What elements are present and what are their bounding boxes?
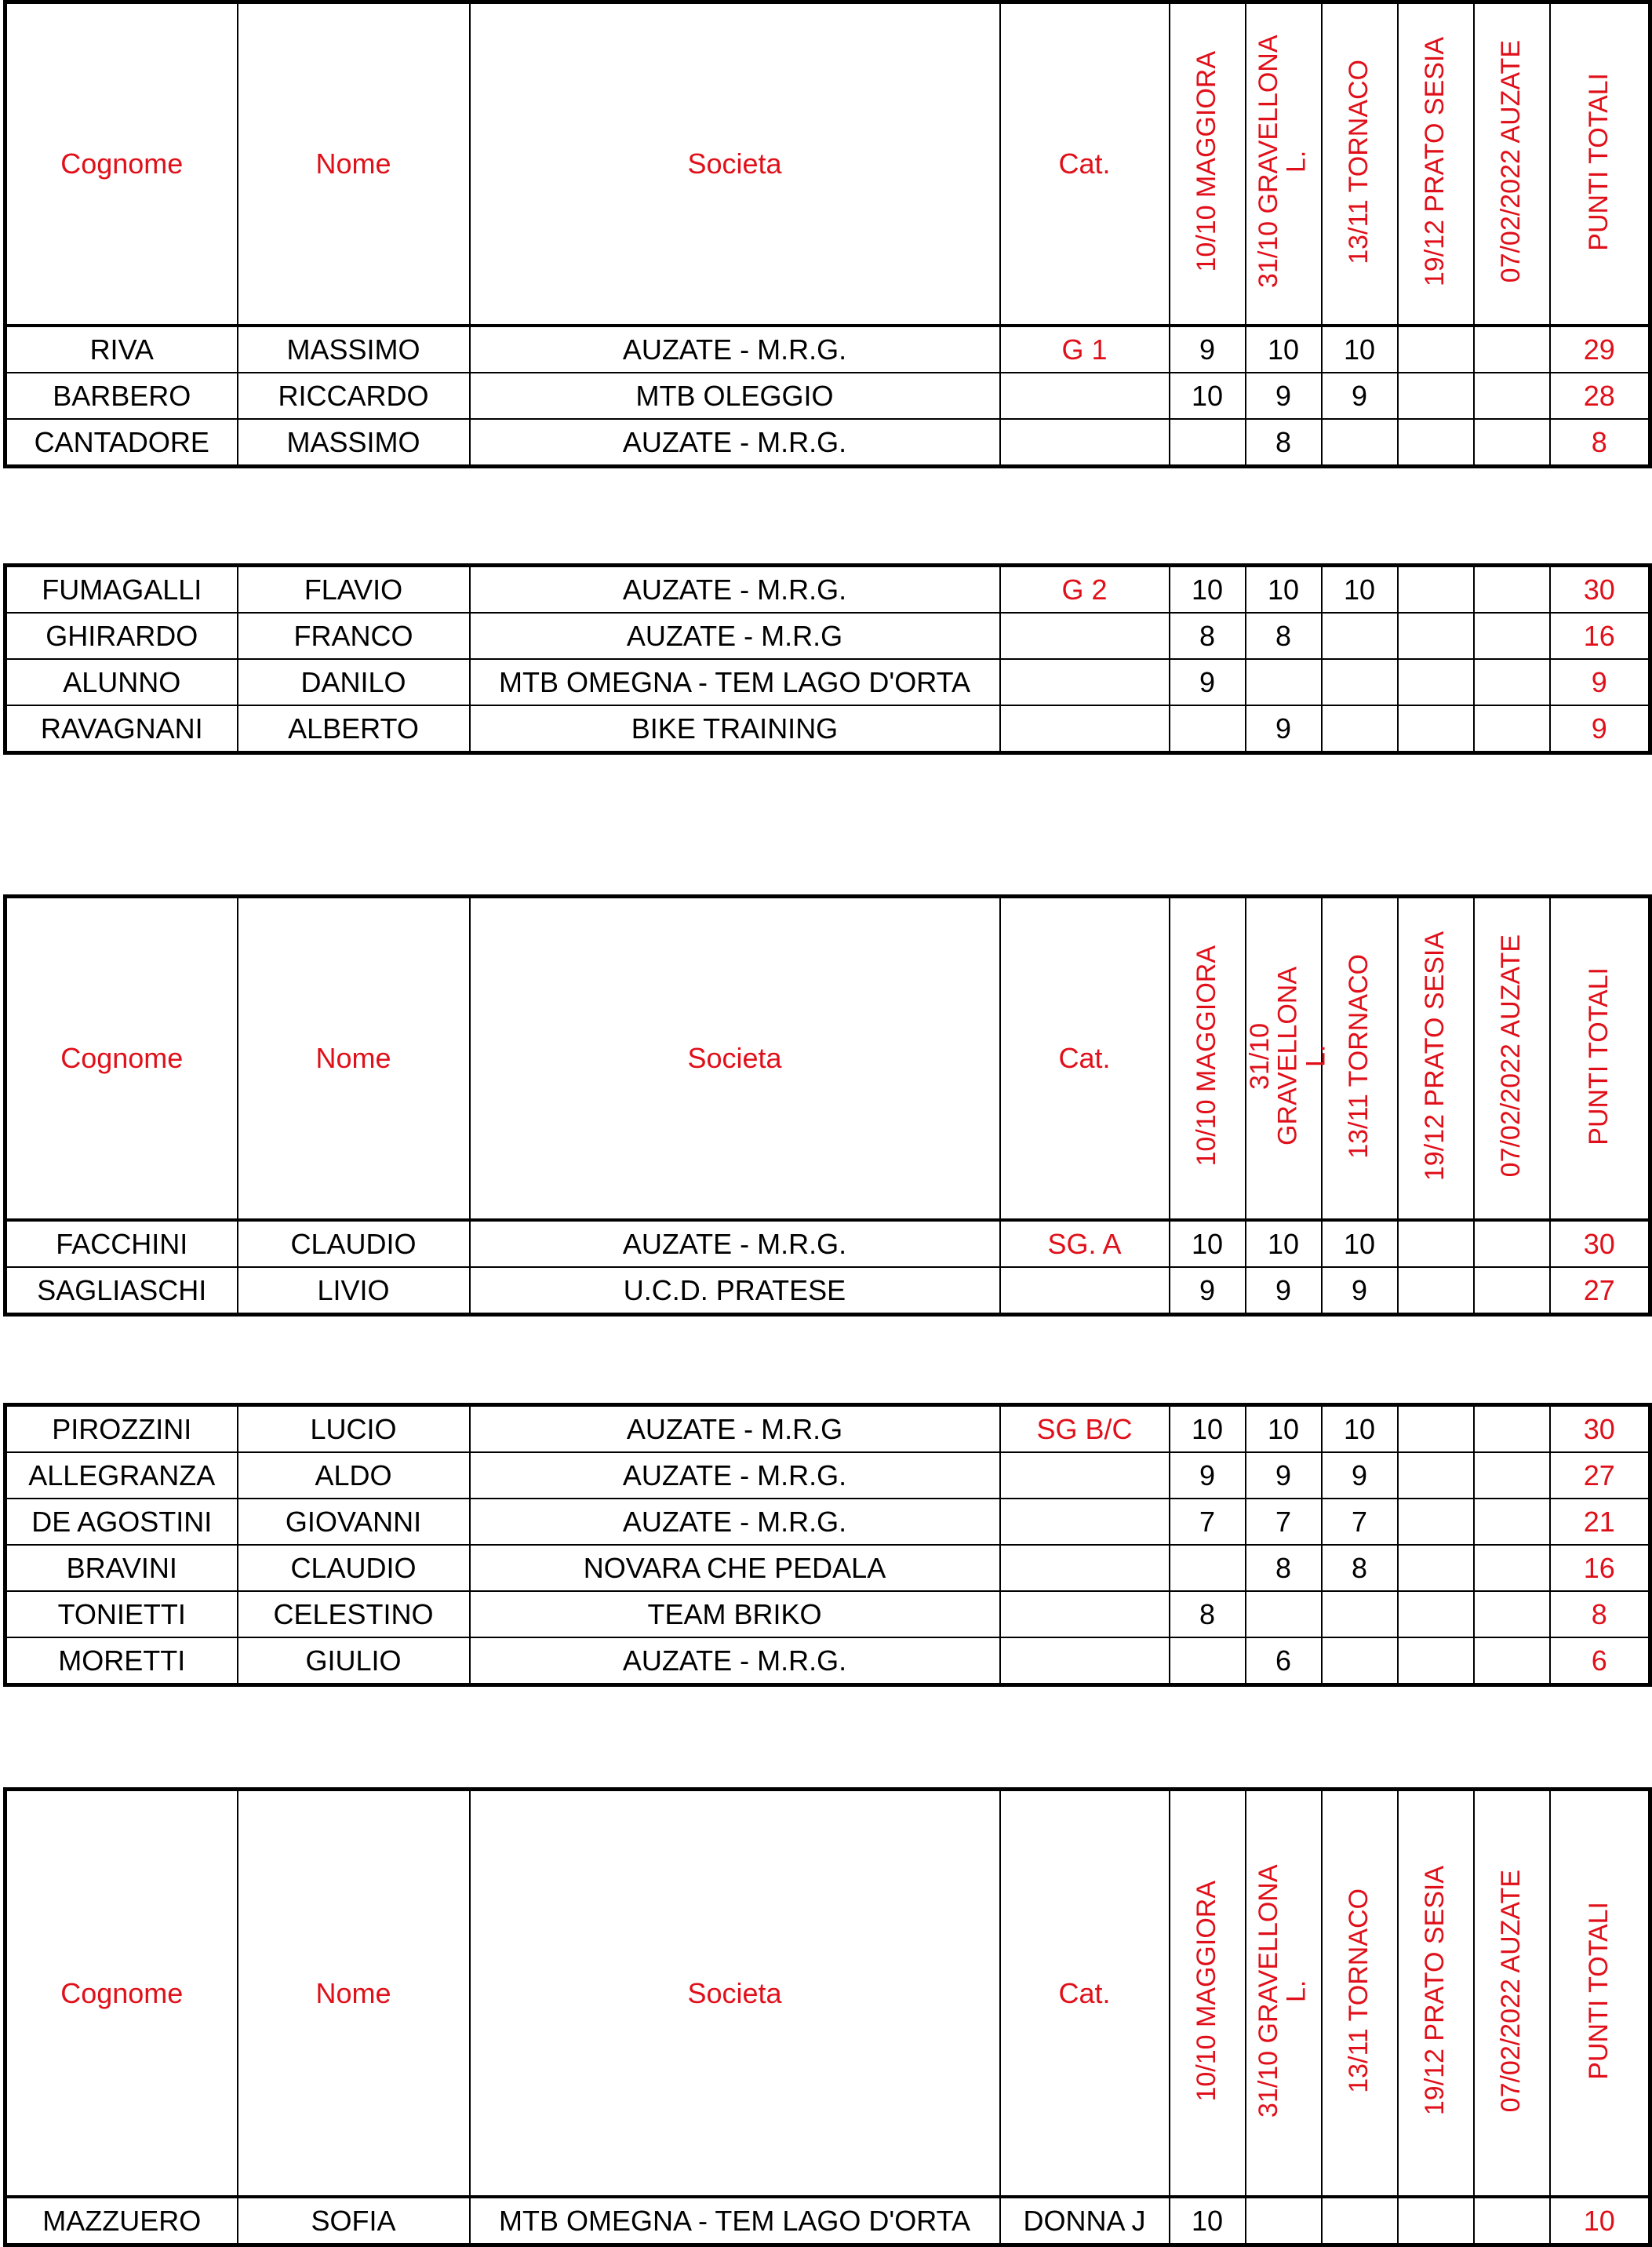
cell-r3: 10 [1322, 566, 1398, 614]
cell-cognome: BRAVINI [5, 1545, 238, 1591]
cell-nome: GIOVANNI [238, 1499, 470, 1545]
standings-table-3 [3, 894, 1652, 1317]
cell-nome: RICCARDO [238, 373, 470, 419]
cell-r2: 10 [1246, 326, 1322, 373]
header-row [5, 897, 1650, 1221]
cell-total: 8 [1550, 1591, 1650, 1637]
header-race1-label: 10/10 MAGGIORA [1192, 1880, 1222, 2102]
cell-r4 [1398, 613, 1474, 659]
cell-r4 [1398, 659, 1474, 705]
header-row [5, 2, 1650, 326]
cell-cognome: RAVAGNANI [5, 705, 238, 753]
cell-r4 [1398, 1220, 1474, 1267]
cell-nome: LUCIO [238, 1405, 470, 1453]
cell-r3 [1322, 659, 1398, 705]
cell-r5 [1474, 1452, 1550, 1499]
cell-r5 [1474, 1220, 1550, 1267]
cell-nome: FLAVIO [238, 566, 470, 614]
cell-total: 9 [1550, 659, 1650, 705]
header-race3-label: 13/11 TORNACO [1344, 1888, 1374, 2093]
header-race1-label: 10/10 MAGGIORA [1192, 945, 1222, 1167]
cell-cognome: ALUNNO [5, 659, 238, 705]
standings-table-5 [3, 1787, 1652, 2247]
cell-r2: 10 [1246, 1220, 1322, 1267]
cell-total: 30 [1550, 1405, 1650, 1453]
header-race1 [1170, 897, 1246, 1221]
cell-cognome: MORETTI [5, 1637, 238, 1685]
cell-r4 [1398, 566, 1474, 614]
cell-r2: 8 [1246, 1545, 1322, 1591]
table-row [5, 659, 1650, 705]
cell-cat [1000, 1545, 1170, 1591]
cell-cat [1000, 1499, 1170, 1545]
cell-total: 16 [1550, 1545, 1650, 1591]
cell-r3: 9 [1322, 1452, 1398, 1499]
header-societa: Societa [470, 897, 1000, 1221]
cell-cognome: BARBERO [5, 373, 238, 419]
cell-total: 27 [1550, 1267, 1650, 1315]
header-cat: Cat. [1000, 897, 1170, 1221]
table-row [5, 613, 1650, 659]
cell-total: 9 [1550, 705, 1650, 753]
cell-nome: ALDO [238, 1452, 470, 1499]
header-race2-label: 31/10 GRAVELLONA L. [1254, 1864, 1312, 2118]
cell-r3: 10 [1322, 1220, 1398, 1267]
cell-cat: G 1 [1000, 326, 1170, 373]
cell-r2: 8 [1246, 613, 1322, 659]
cell-r2: 9 [1246, 1267, 1322, 1315]
header-race3-label: 13/11 TORNACO [1344, 59, 1374, 264]
cell-total: 10 [1550, 2197, 1650, 2245]
cell-r4 [1398, 326, 1474, 373]
cell-r5 [1474, 1267, 1550, 1315]
header-total-label: PUNTI TOTALI [1583, 967, 1614, 1145]
cell-r2 [1246, 659, 1322, 705]
cell-cognome: ALLEGRANZA [5, 1452, 238, 1499]
cell-r2 [1246, 2197, 1322, 2245]
cell-r1: 10 [1170, 566, 1246, 614]
cell-societa: MTB OMEGNA - TEM LAGO D'ORTA [470, 2197, 1000, 2245]
header-race3 [1322, 2, 1398, 326]
cell-nome: ALBERTO [238, 705, 470, 753]
cell-cognome: GHIRARDO [5, 613, 238, 659]
cell-societa: AUZATE - M.R.G. [470, 1637, 1000, 1685]
cell-total: 29 [1550, 326, 1650, 373]
table-row [5, 1499, 1650, 1545]
table-row [5, 1267, 1650, 1315]
cell-r4 [1398, 2197, 1474, 2245]
cell-r5 [1474, 1405, 1550, 1453]
cell-societa: AUZATE - M.R.G. [470, 1220, 1000, 1267]
header-race4-label: 19/12 PRATO SESIA [1420, 930, 1450, 1182]
cell-r4 [1398, 705, 1474, 753]
cell-total: 30 [1550, 566, 1650, 614]
header-race2-label: 31/10 GRAVELLONA L. [1254, 35, 1312, 289]
cell-r5 [1474, 613, 1550, 659]
cell-societa: AUZATE - M.R.G. [470, 1452, 1000, 1499]
cell-r1 [1170, 1637, 1246, 1685]
header-cognome: Cognome [5, 2, 238, 326]
cell-r1: 8 [1170, 1591, 1246, 1637]
cell-r5 [1474, 1591, 1550, 1637]
header-cat: Cat. [1000, 1790, 1170, 2198]
cell-cat [1000, 1591, 1170, 1637]
cell-societa: TEAM BRIKO [470, 1591, 1000, 1637]
cell-r4 [1398, 1637, 1474, 1685]
cell-cat [1000, 705, 1170, 753]
cell-r1: 10 [1170, 373, 1246, 419]
cell-cognome: TONIETTI [5, 1591, 238, 1637]
cell-total: 30 [1550, 1220, 1650, 1267]
cell-r1: 10 [1170, 1220, 1246, 1267]
cell-societa: MTB OMEGNA - TEM LAGO D'ORTA [470, 659, 1000, 705]
cell-r4 [1398, 1499, 1474, 1545]
cell-r4 [1398, 1545, 1474, 1591]
cell-r3: 7 [1322, 1499, 1398, 1545]
cell-societa: AUZATE - M.R.G. [470, 326, 1000, 373]
header-race5-label: 07/02/2022 AUZATE [1496, 1869, 1526, 2113]
standings-table-1 [3, 0, 1652, 468]
table-row [5, 566, 1650, 614]
cell-societa: AUZATE - M.R.G. [470, 1499, 1000, 1545]
cell-r2: 7 [1246, 1499, 1322, 1545]
cell-r2: 9 [1246, 705, 1322, 753]
cell-cat [1000, 613, 1170, 659]
cell-r2: 10 [1246, 1405, 1322, 1453]
cell-r1 [1170, 419, 1246, 467]
cell-r1: 9 [1170, 1267, 1246, 1315]
header-race4 [1398, 897, 1474, 1221]
header-race3-label: 13/11 TORNACO [1344, 953, 1374, 1159]
cell-cat [1000, 1452, 1170, 1499]
header-cat: Cat. [1000, 2, 1170, 326]
cell-r4 [1398, 1452, 1474, 1499]
cell-societa: U.C.D. PRATESE [470, 1267, 1000, 1315]
cell-total: 16 [1550, 613, 1650, 659]
cell-r1 [1170, 1545, 1246, 1591]
cell-r3: 10 [1322, 1405, 1398, 1453]
cell-r3: 9 [1322, 373, 1398, 419]
cell-cognome: FACCHINI [5, 1220, 238, 1267]
cell-r5 [1474, 373, 1550, 419]
cell-cognome: RIVA [5, 326, 238, 373]
header-nome: Nome [238, 2, 470, 326]
header-nome: Nome [238, 1790, 470, 2198]
header-total-label: PUNTI TOTALI [1583, 1902, 1614, 2080]
header-race2-label: 31/10 GRAVELLONA L. [1244, 967, 1330, 1146]
cell-r1: 7 [1170, 1499, 1246, 1545]
table-row [5, 373, 1650, 419]
cell-r3 [1322, 2197, 1398, 2245]
cell-r1: 9 [1170, 1452, 1246, 1499]
cell-r5 [1474, 705, 1550, 753]
cell-nome: GIULIO [238, 1637, 470, 1685]
cell-societa: AUZATE - M.R.G. [470, 419, 1000, 467]
cell-cat: SG. A [1000, 1220, 1170, 1267]
cell-total: 28 [1550, 373, 1650, 419]
header-total [1550, 2, 1650, 326]
cell-cat [1000, 1637, 1170, 1685]
header-race5 [1474, 2, 1550, 326]
cell-societa: AUZATE - M.R.G. [470, 566, 1000, 614]
header-race4 [1398, 2, 1474, 326]
cell-r4 [1398, 419, 1474, 467]
cell-cognome: CANTADORE [5, 419, 238, 467]
header-societa: Societa [470, 2, 1000, 326]
cell-cognome: SAGLIASCHI [5, 1267, 238, 1315]
cell-r2: 9 [1246, 1452, 1322, 1499]
table-row [5, 1591, 1650, 1637]
cell-nome: MASSIMO [238, 419, 470, 467]
table-row [5, 1405, 1650, 1453]
table-row [5, 419, 1650, 467]
cell-cognome: FUMAGALLI [5, 566, 238, 614]
cell-r5 [1474, 419, 1550, 467]
cell-r5 [1474, 2197, 1550, 2245]
header-total-label: PUNTI TOTALI [1583, 72, 1614, 251]
cell-r2: 10 [1246, 566, 1322, 614]
cell-r5 [1474, 326, 1550, 373]
cell-cognome: DE AGOSTINI [5, 1499, 238, 1545]
cell-societa: BIKE TRAINING [470, 705, 1000, 753]
cell-cognome: PIROZZINI [5, 1405, 238, 1453]
table-row [5, 1637, 1650, 1685]
cell-societa: AUZATE - M.R.G [470, 613, 1000, 659]
header-race3 [1322, 897, 1398, 1221]
cell-r3 [1322, 1637, 1398, 1685]
cell-r1: 10 [1170, 1405, 1246, 1453]
cell-r4 [1398, 373, 1474, 419]
header-race2 [1246, 2, 1322, 326]
cell-r3: 9 [1322, 1267, 1398, 1315]
header-race3 [1322, 1790, 1398, 2198]
header-row [5, 1790, 1650, 2198]
standings-table-2 [3, 563, 1652, 755]
cell-cat [1000, 1267, 1170, 1315]
cell-nome: SOFIA [238, 2197, 470, 2245]
cell-r4 [1398, 1405, 1474, 1453]
cell-nome: DANILO [238, 659, 470, 705]
header-race1-label: 10/10 MAGGIORA [1192, 51, 1222, 272]
cell-r5 [1474, 659, 1550, 705]
header-total [1550, 1790, 1650, 2198]
cell-total: 21 [1550, 1499, 1650, 1545]
cell-cognome: MAZZUERO [5, 2197, 238, 2245]
cell-r3: 10 [1322, 326, 1398, 373]
cell-r2: 8 [1246, 419, 1322, 467]
header-cognome: Cognome [5, 897, 238, 1221]
cell-r4 [1398, 1267, 1474, 1315]
cell-r1 [1170, 705, 1246, 753]
cell-total: 27 [1550, 1452, 1650, 1499]
table-row [5, 1220, 1650, 1267]
header-race2 [1246, 1790, 1322, 2198]
table-row [5, 326, 1650, 373]
cell-r5 [1474, 1545, 1550, 1591]
cell-nome: LIVIO [238, 1267, 470, 1315]
header-race2 [1244, 897, 1330, 1221]
table-row [5, 705, 1650, 753]
cell-r3 [1322, 705, 1398, 753]
cell-r4 [1398, 1591, 1474, 1637]
cell-total: 8 [1550, 419, 1650, 467]
cell-cat [1000, 419, 1170, 467]
cell-r3 [1322, 1591, 1398, 1637]
header-cognome: Cognome [5, 1790, 238, 2198]
header-race4-label: 19/12 PRATO SESIA [1420, 1866, 1450, 2116]
header-race5-label: 07/02/2022 AUZATE [1496, 40, 1526, 283]
cell-r1: 9 [1170, 659, 1246, 705]
standings-table-4 [3, 1403, 1652, 1687]
table-row [5, 1545, 1650, 1591]
cell-nome: FRANCO [238, 613, 470, 659]
cell-r2 [1246, 1591, 1322, 1637]
header-race4-label: 19/12 PRATO SESIA [1420, 36, 1450, 287]
header-societa: Societa [470, 1790, 1000, 2198]
table-row [5, 2197, 1650, 2245]
cell-cat [1000, 659, 1170, 705]
table-row [5, 1452, 1650, 1499]
cell-nome: CLAUDIO [238, 1545, 470, 1591]
cell-r1: 9 [1170, 326, 1246, 373]
cell-r1: 10 [1170, 2197, 1246, 2245]
header-race1 [1170, 1790, 1246, 2198]
cell-r1: 8 [1170, 613, 1246, 659]
cell-r2: 6 [1246, 1637, 1322, 1685]
cell-cat: DONNA J [1000, 2197, 1170, 2245]
cell-r3 [1322, 419, 1398, 467]
cell-cat: SG B/C [1000, 1405, 1170, 1453]
cell-r5 [1474, 1637, 1550, 1685]
header-race5 [1474, 897, 1550, 1221]
cell-societa: NOVARA CHE PEDALA [470, 1545, 1000, 1591]
cell-total: 6 [1550, 1637, 1650, 1685]
cell-r3: 8 [1322, 1545, 1398, 1591]
cell-nome: CELESTINO [238, 1591, 470, 1637]
cell-cat: G 2 [1000, 566, 1170, 614]
cell-r5 [1474, 1499, 1550, 1545]
header-race5 [1474, 1790, 1550, 2198]
header-race1 [1170, 2, 1246, 326]
header-total [1550, 897, 1650, 1221]
cell-cat [1000, 373, 1170, 419]
cell-r3 [1322, 613, 1398, 659]
cell-societa: MTB OLEGGIO [470, 373, 1000, 419]
cell-r5 [1474, 566, 1550, 614]
header-race5-label: 07/02/2022 AUZATE [1496, 934, 1526, 1178]
cell-nome: MASSIMO [238, 326, 470, 373]
header-nome: Nome [238, 897, 470, 1221]
header-race4 [1398, 1790, 1474, 2198]
cell-nome: CLAUDIO [238, 1220, 470, 1267]
cell-societa: AUZATE - M.R.G [470, 1405, 1000, 1453]
cell-r2: 9 [1246, 373, 1322, 419]
